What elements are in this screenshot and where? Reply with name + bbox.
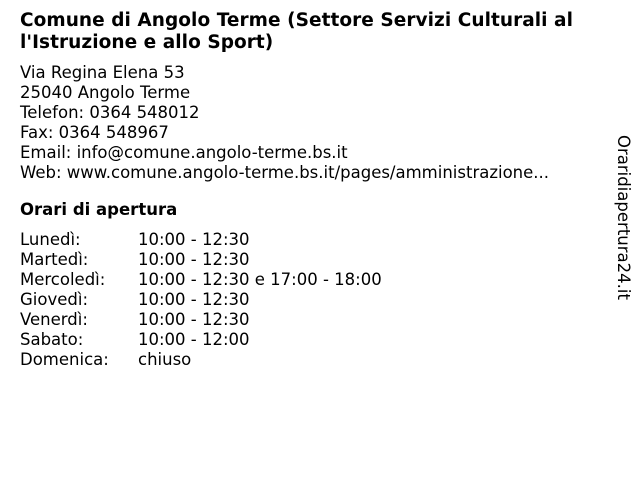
hours-row-wednesday: [20, 270, 600, 290]
city-address: 25040 Angolo Terme: [20, 83, 191, 102]
day-hours: 10:00 - 12:30 e 17:00 - 18:00: [138, 270, 382, 289]
phone-number: Telefon: 0364 548012: [20, 103, 200, 122]
hours-row-monday: [20, 230, 600, 250]
day-label: Martedì:: [20, 250, 89, 269]
hours-row-tuesday: [20, 250, 600, 270]
street-address: Via Regina Elena 53: [20, 63, 185, 82]
hours-row-sunday: [20, 350, 600, 370]
fax-number: Fax: 0364 548967: [20, 123, 169, 142]
day-label: Mercoledì:: [20, 270, 106, 289]
day-label: Venerdì:: [20, 310, 88, 329]
day-hours: 10:00 - 12:30: [138, 230, 250, 249]
day-label: Lunedì:: [20, 230, 81, 249]
day-hours: chiuso: [138, 350, 192, 369]
email-address: Email: info@comune.angolo-terme.bs.it: [20, 143, 348, 162]
opening-hours-table: [20, 230, 600, 370]
day-label: Giovedì:: [20, 290, 88, 309]
site-brand-vertical: Oraridiapertura24.it: [614, 135, 633, 300]
day-hours: 10:00 - 12:00: [138, 330, 250, 349]
day-label: Domenica:: [20, 350, 109, 369]
hours-row-saturday: [20, 330, 600, 350]
day-label: Sabato:: [20, 330, 84, 349]
website-link: Web: www.comune.angolo-terme.bs.it/pages/amministrazione...: [20, 163, 550, 182]
day-hours: 10:00 - 12:30: [138, 250, 250, 269]
opening-hours-heading: Orari di apertura: [20, 200, 178, 219]
office-details: [20, 10, 600, 370]
day-hours: 10:00 - 12:30: [138, 310, 250, 329]
day-hours: 10:00 - 12:30: [138, 290, 250, 309]
hours-row-friday: [20, 310, 600, 330]
contact-block: [20, 63, 600, 183]
office-title: Comune di Angolo Terme (Settore Servizi Culturali al l'Istruzione e allo Sport): [20, 10, 573, 53]
hours-row-thursday: [20, 290, 600, 310]
